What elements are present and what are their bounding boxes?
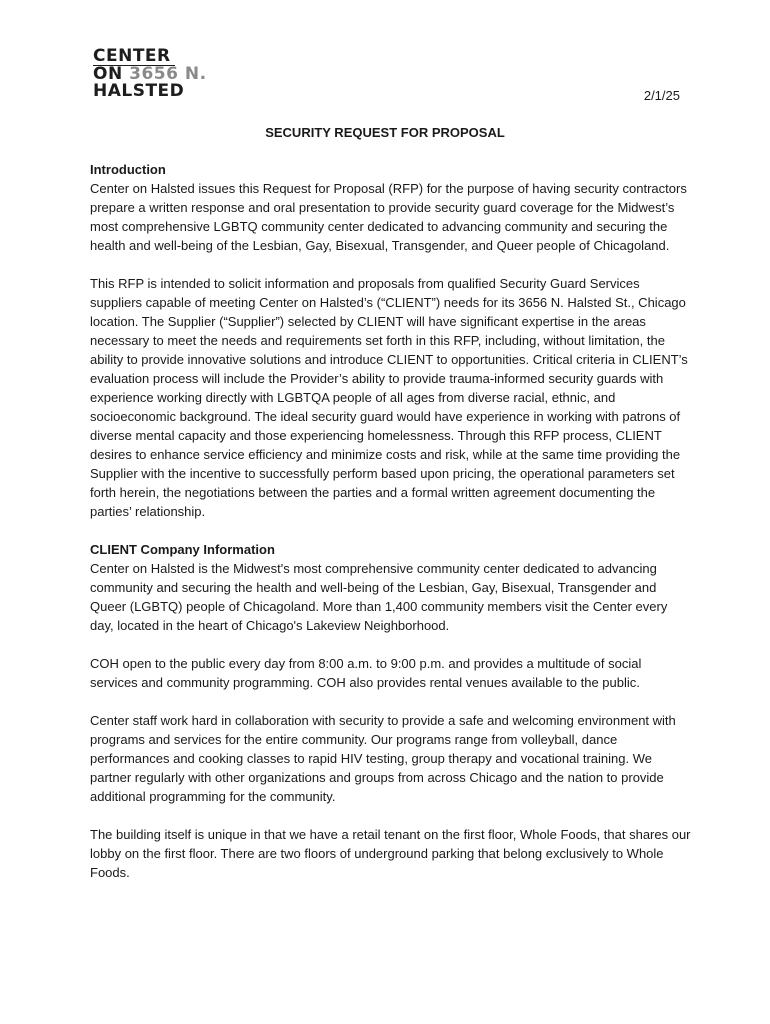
- introduction-heading: Introduction: [90, 162, 166, 177]
- client-info-paragraph-1: Center on Halsted is the Midwest's most comprehensive community center dedicated to advancing community and securing the health and well-being of the Lesbian, Gay, Bisexual, Transgender and Queer (LGBTQ) people of Chicagoland. More than 1,400 community members visit the Center every day, located in the heart of Chicago's Lakeview Neighborhood.: [90, 561, 668, 633]
- center-on-halsted-logo: [93, 48, 207, 100]
- introduction-paragraph-1: Center on Halsted issues this Request for Proposal (RFP) for the purpose of having security contractors prepare a written response and oral presentation to provide security guard coverage for the Midwest’s most comprehensive LGBTQ community center dedicated to advancing community and securing the health and well-being of the Lesbian, Gay, Bisexual, Transgender, and Queer people of Chicagoland.: [90, 181, 687, 253]
- logo-line-1: CENTER: [93, 48, 175, 66]
- document-date: 2/1/25: [643, 88, 680, 103]
- logo-line-3: HALSTED: [93, 81, 185, 101]
- client-info-heading: CLIENT Company Information: [90, 542, 275, 557]
- client-info-paragraph-4: The building itself is unique in that we have a retail tenant on the first floor, Whole Foods, that shares our lobby on the first floor. There are two floors of underground parking that belong exclusively to Whole Foods.: [90, 827, 691, 880]
- client-info-paragraph-3: Center staff work hard in collaboration with security to provide a safe and welcoming environment with programs and services for the entire community. Our programs range from volleyball, dance performances and cooking classes to rapid HIV testing, group therapy and vocational training. We partner regularly with other organizations and groups from across Chicago and the nation to provide additional programming for the community.: [90, 713, 676, 804]
- logo-line-2-address: 3656 N.: [129, 64, 207, 84]
- document-body: [90, 160, 692, 901]
- client-info-paragraph-2: COH open to the public every day from 8:00 a.m. to 9:00 p.m. and provides a multitude of social services and community programming. COH also provides rental venues available to the public.: [90, 656, 642, 690]
- introduction-paragraph-2: This RFP is intended to solicit information and proposals from qualified Security Guard Services suppliers capable of meeting Center on Halsted’s (“CLIENT”) needs for its 3656 N. Halsted St., Chicago location. The Supplier (“Supplier”) selected by CLIENT will have significant expertise in the areas necessary to meet the needs and requirements set forth in this RFP, including, without limitation, the ability to provide innovative solutions and introduce CLIENT to opportunities. Critical criteria in CLIENT’s evaluation process will include the Provider’s ability to provide trauma-informed security guards with experience working directly with LGBTQA people of all ages from diverse racial, ethnic, and socioeconomic background. The ideal security guard would have experience in working with patrons of diverse mental capacity and those experiencing homelessness. Through this RFP process, CLIENT desires to enhance service efficiency and minimize costs and risk, while at the same time providing the Supplier with the incentive to successfully perform based upon pricing, the operational parameters set forth herein, the negotiations between the parties and a formal written agreement documenting the parties’ relationship.: [90, 276, 688, 519]
- logo-line-2-on: ON: [93, 64, 123, 84]
- document-title: SECURITY REQUEST FOR PROPOSAL: [265, 125, 505, 140]
